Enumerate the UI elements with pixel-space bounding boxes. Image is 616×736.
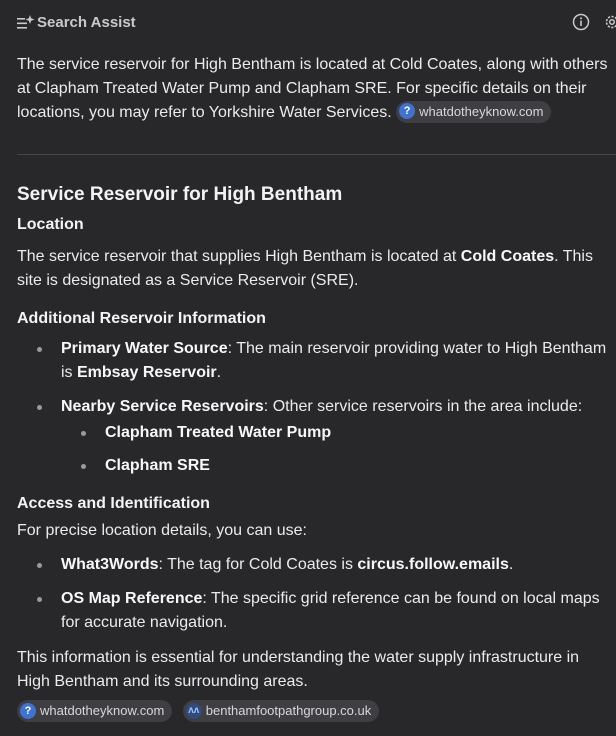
list-item-nearby-2: Clapham SRE	[105, 457, 210, 474]
location-heading: Location	[17, 216, 84, 233]
source-chip[interactable]: ʌʌ benthamfootpathgroup.co.uk	[183, 700, 380, 722]
question-icon: ?	[20, 703, 36, 719]
additional-heading: Additional Reservoir Information	[17, 310, 266, 327]
access-heading: Access and Identification	[17, 495, 210, 512]
source-chip[interactable]: ? whatdotheyknow.com	[17, 700, 172, 722]
bullet	[37, 405, 42, 410]
bullet	[37, 597, 42, 602]
list-item-w3w: What3Words: The tag for Cold Coates is circus.follow.emails.	[61, 556, 514, 573]
summary-text	[17, 53, 616, 125]
bullet	[37, 563, 42, 568]
footpath-icon: ʌʌ	[186, 703, 202, 719]
list-item-nearby-1: Clapham Treated Water Pump	[105, 424, 332, 441]
divider	[17, 154, 616, 155]
gear-icon[interactable]	[603, 13, 616, 31]
closing-paragraph: This information is essential for understanding the water supply infrastructure in High Bentham and its surrounding areas.	[17, 649, 580, 690]
list-item-primary: Primary Water Source: The main reservoir providing water to High Bentham is Embsay Reservoir.	[61, 340, 607, 381]
source-chip-label: whatdotheyknow.com	[419, 103, 544, 119]
access-intro: For precise location details, you can use:	[17, 522, 307, 539]
bullet	[81, 464, 86, 469]
location-bold: Cold Coates	[460, 248, 555, 265]
search-assist-header	[17, 13, 616, 33]
list-item-nearby: Nearby Service Reservoirs: Other service reservoirs in the area include:	[61, 398, 583, 415]
list-item-os: OS Map Reference: The specific grid reference can be found on local maps for accurate navigation.	[61, 590, 600, 631]
info-icon[interactable]	[572, 13, 590, 31]
bullet	[81, 431, 86, 436]
header-title: Search Assist	[37, 14, 136, 31]
sparkle-list-icon	[17, 14, 35, 30]
location-paragraph: The service reservoir that supplies High Bentham is located at Cold Coates. This site is designated as a Service Reservoir (SRE).	[17, 248, 593, 289]
question-icon: ?	[399, 103, 415, 119]
summary-body: The service reservoir for High Bentham is located at Cold Coates, along with others at Clapham Treated Water Pump and Clapham SRE. For specific details on their locations, you may refer to Yorkshire Water Services.	[17, 56, 608, 121]
bullet	[37, 347, 42, 352]
article-title: Service Reservoir for High Bentham	[17, 184, 343, 205]
source-chip[interactable]	[396, 101, 551, 123]
sources-row	[17, 701, 385, 723]
